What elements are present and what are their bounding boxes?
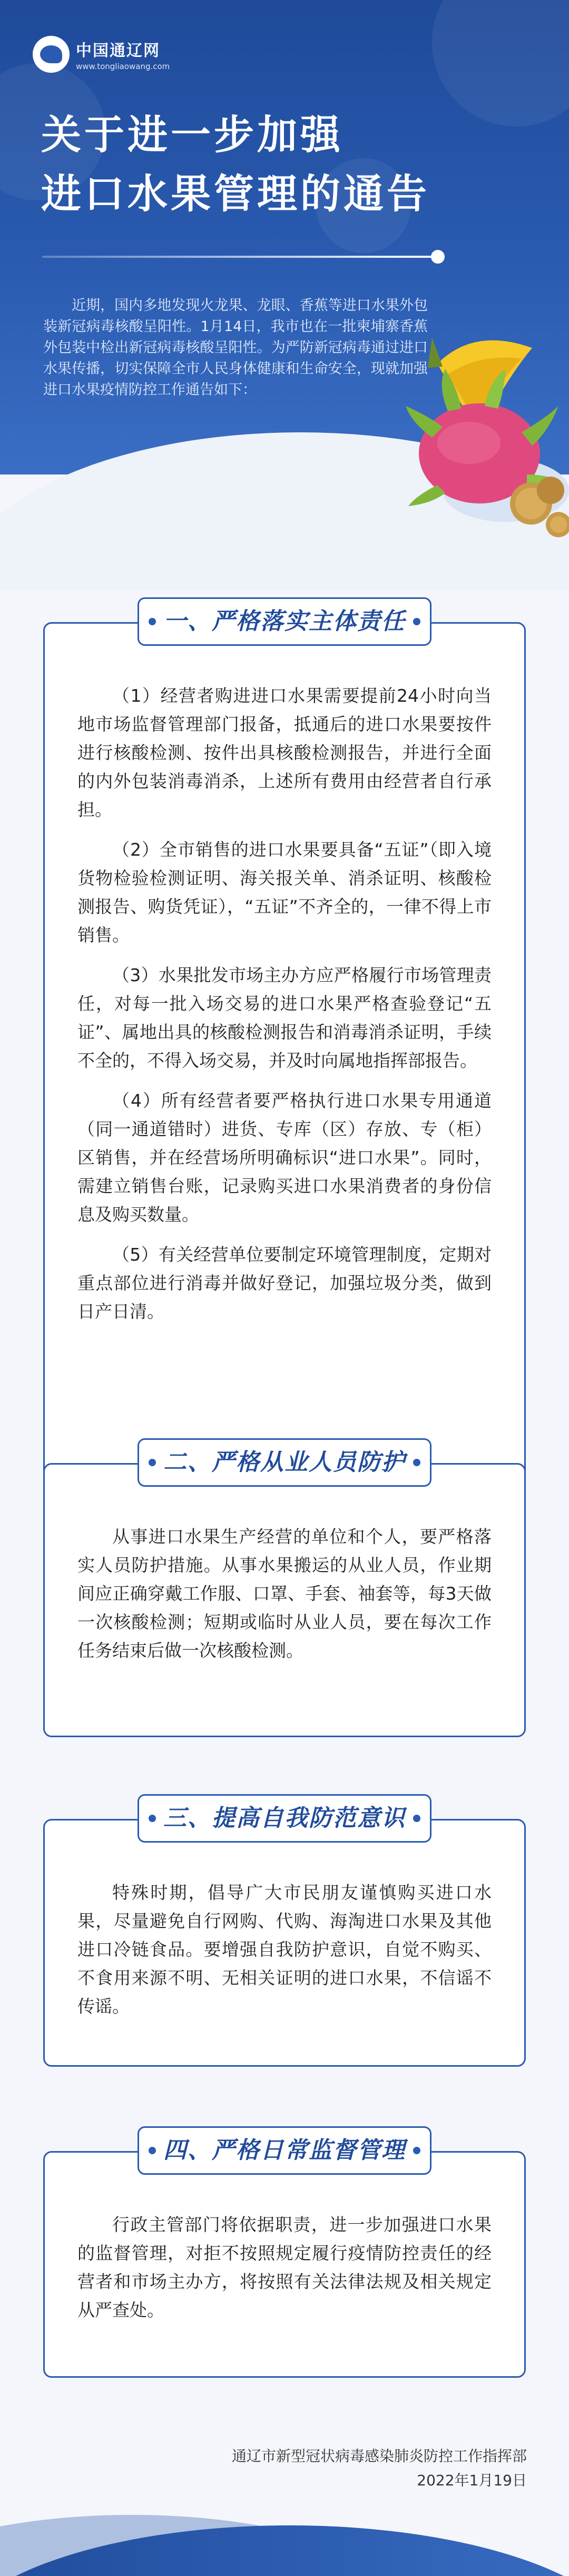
- section-card-4: [43, 2137, 526, 2378]
- section-1-paragraph-5: （5）有关经营单位要制定环境管理制度，定期对重点部位进行消毒并做好登记，加强垃圾分类，做到日产日清。: [77, 1244, 492, 1322]
- signature-date: 2022年1月19日: [417, 2472, 527, 2489]
- brand-url: www.tongliaowang.com: [76, 62, 170, 71]
- section-title-3: 三、提高自我防范意识: [138, 1794, 431, 1843]
- fruit-illustration-icon: [400, 316, 569, 538]
- section-card-2: [43, 1449, 526, 1737]
- section-card-1: [43, 608, 526, 1539]
- section-3-paragraph-1: 特殊时期，倡导广大市民朋友谨慎购买进口水果，尽量避免自行网购、代购、海淘进口水果及其他进口冷链食品。要增强自我防护意识，自觉不购买、不食用来源不明、无相关证明的进口水果，不信谣不传谣。: [77, 1882, 492, 2017]
- section-1-paragraph-3: （3）水果批发市场主办方应严格履行市场管理责任，对每一批入场交易的进口水果严格查验登记“五证”、属地出具的核酸检测报告和消毒消杀证明，手续不全的，不得入场交易，并及时向属地指挥部报告。: [77, 965, 492, 1071]
- title-underline: [42, 256, 437, 258]
- section-title-2: 二、严格从业人员防护: [138, 1438, 431, 1487]
- section-1-paragraph-2: （2）全市销售的进口水果要具备“五证”（即入境货物检验检测证明、海关报关单、消杀证明、核酸检测报告、购货凭证），“五证”不齐全的，一律不得上市销售。: [77, 839, 492, 945]
- signature-org: 通辽市新型冠状病毒感染肺炎防控工作指挥部: [231, 2447, 527, 2465]
- section-4-paragraph-1: 行政主管部门将依据职责，进一步加强进口水果的监督管理，对拒不按照规定履行疫情防控责任的经营者和市场主办方，将按照有关法律法规及相关规定从严查处。: [77, 2214, 492, 2320]
- title-dot: [431, 250, 445, 264]
- intro-text: 近期，国内多地发现火龙果、龙眼、香蕉等进口水果外包装新冠病毒核酸呈阳性。1月14日，我市也在一批柬埔寨香蕉外包装中检出新冠病毒核酸呈阳性。为严防新冠病毒通过进口水果传播，切实保障全市人民身体健康和生命安全，现就加强进口水果疫情防控工作通告如下：: [43, 297, 428, 398]
- logo-icon: [33, 36, 70, 73]
- section-1-paragraph-4: （4）所有经营者要严格执行进口水果专用通道（同一通道错时）进货、专库（区）存放、专（柜）区销售，并在经营场所明确标识“进口水果”。同时，需建立销售台账，记录购买进口水果消费者的身份信息及购买数量。: [77, 1090, 492, 1225]
- title-line-1: 关于进一步加强: [41, 111, 344, 158]
- brand-logo: [33, 36, 170, 73]
- section-title-1: 一、严格落实主体责任: [138, 597, 431, 646]
- section-2-paragraph-1: 从事进口水果生产经营的单位和个人，要严格落实人员防护措施。从事水果搬运的从业人员，作业期间应正确穿戴工作服、口罩、手套、袖套等，每3天做一次核酸检测；短期或临时从业人员，要在每次工作任务结束后做一次核酸检测。: [77, 1526, 492, 1661]
- page-title: [41, 105, 430, 224]
- brand-name: 中国通辽网: [76, 42, 160, 60]
- section-title-4: 四、严格日常监督管理: [138, 2126, 431, 2175]
- signature-block: [232, 2444, 527, 2493]
- section-1-paragraph-1: （1）经营者购进进口水果需要提前24小时向当地市场监督管理部门报备，抵通后的进口水果要按件进行核酸检测、按件出具核酸检测报告，并进行全面的内外包装消毒消杀，上述所有费用由经营者自行承担。: [77, 685, 492, 820]
- title-line-2: 进口水果管理的通告: [41, 170, 430, 217]
- section-card-3: [43, 1805, 526, 2067]
